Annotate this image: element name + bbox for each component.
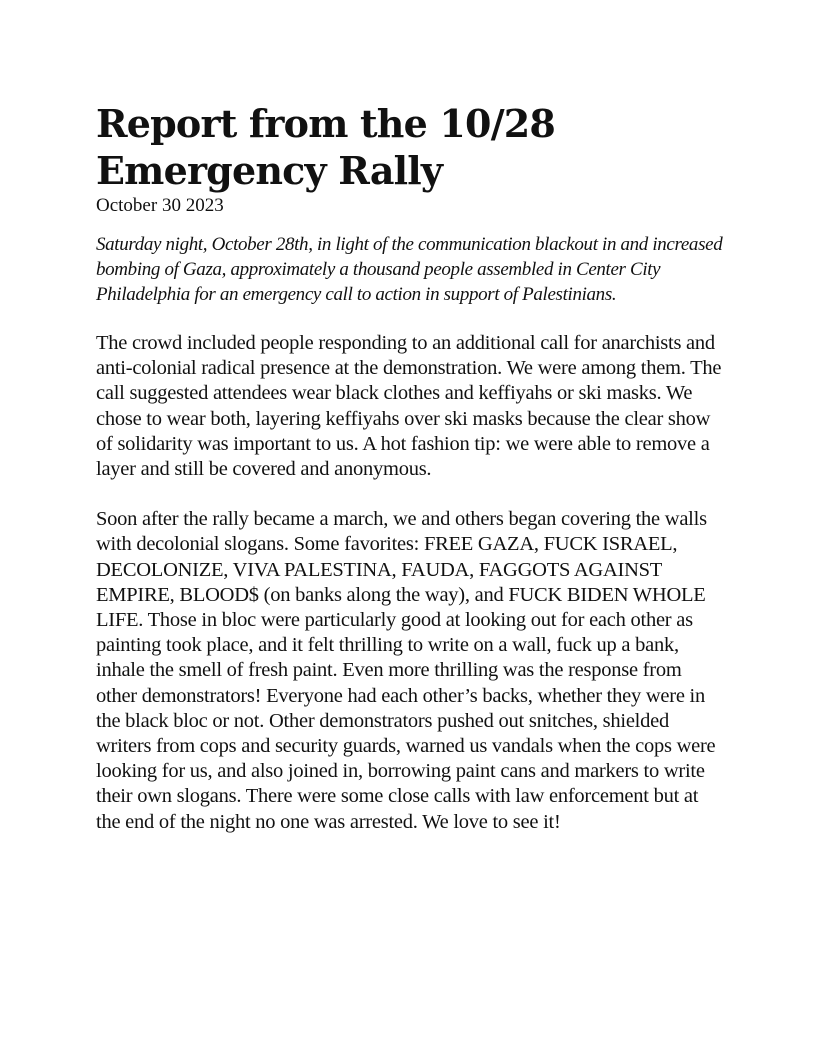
article-paragraph-1: The crowd included people responding to an additional call for anarchists and anti-colonial radical presence at the demonstration. We were among them. The call suggested attendees wear black clothes and keffiyahs or ski masks. We chose to wear both, layering keffiyahs over ski masks because the clear show of solidarity was important to us. A hot fashion tip: we were able to remove a layer and still be covered and anonymous.: [96, 332, 722, 481]
article-date: October 30 2023: [96, 195, 224, 216]
article-title: Report from the 10/28 Emergency Rally: [96, 101, 556, 193]
article-lede: Saturday night, October 28th, in light of the communication blackout in and increased bombing of Gaza, approximately a thousand people assembled in Center City Philadelphia for an emergency call to action in support of Palestinians.: [96, 234, 723, 305]
article: [96, 100, 726, 860]
article-paragraph-2: Soon after the rally became a march, we and others began covering the walls with decolonial slogans. Some favorites: FREE GAZA, FUCK ISRAEL, DECOLONIZE, VIVA PALESTINA, FAUDA, FAGGOTS AGAINST EMPIRE, BLOOD$ (on banks along the way), and FUCK BIDEN WHOLE LIFE. Those in bloc were particularly good at looking out for each other as painting took place, and it felt thrilling to write on a wall, fuck up a bank, inhale the smell of fresh paint. Even more thrilling was the response from other demonstrators! Everyone had each other’s backs, whether they were in the black bloc or not. Other demonstrators pushed out snitches, shielded writers from cops and security guards, warned us vandals when the cops were looking for us, and also joined in, borrowing paint cans and markers to write their own slogans. There were some close calls with law enforcement but at the end of the night no one was arrested. We love to see it!: [96, 508, 716, 833]
